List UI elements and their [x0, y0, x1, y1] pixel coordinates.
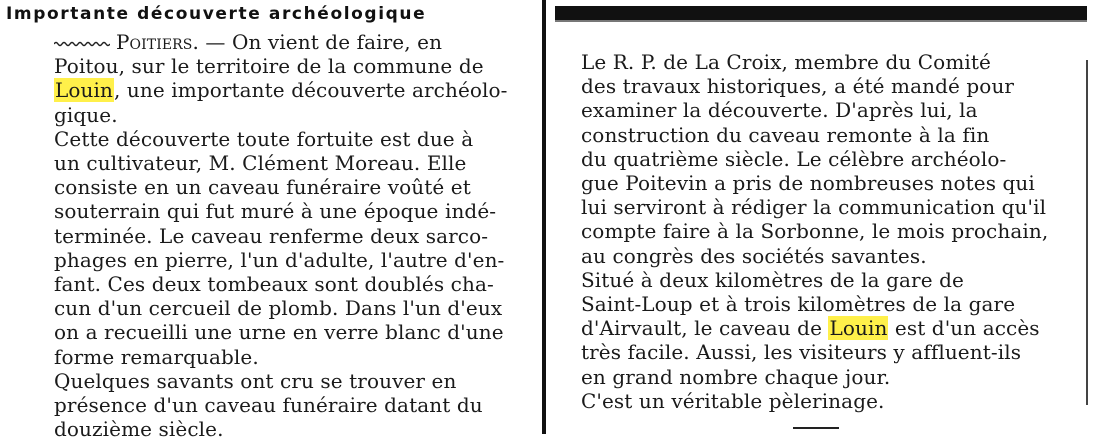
article-end-rule: [793, 427, 839, 429]
paragraph-croix: Le R. P. de La Croix, membre du Comité des travaux historiques, a été mandé pour examiner la découverte. D'après lui, la construction du caveau remonte à la fin du quatrième siècle. Le célèbre archéolo- gue Poitevin a pris de nombreuses notes qui lui serviront à rédiger la communication qu'il compte faire à la Sorbonne, le mois prochain, au congrès des sociétés savantes.: [581, 50, 1049, 268]
paragraph-location: Situé à deux kilomètres de la gare de Saint-Loup et à trois kilomètres de la gare d'Airvault, le caveau de Louin est d'un accès très facile. Aussi, les visiteurs y affluent-ils en grand nombre chaque jour.: [581, 267, 1040, 389]
paragraph-savants: Quelques savants ont cru se trouver en présence d'un caveau funéraire datant du douzième siècle.: [54, 368, 483, 441]
left-column: [0, 0, 540, 441]
right-margin-rule: [1086, 60, 1088, 405]
paragraph-intro: Poitiers. — On vient de faire, en Poitou, sur le territoire de la commune de Louin, une importante découverte archéolo- gique.: [54, 30, 508, 127]
right-column: [549, 0, 1105, 434]
highlighted-term: Louin: [829, 316, 888, 341]
article-heading: Importante découverte archéologique: [6, 4, 427, 24]
paragraph-discovery: Cette découverte toute fortuite est due à un cultivateur, M. Clément Moreau. Elle consiste en un caveau funéraire voûté et souterrain qui fut muré à une époque indé- terminée. Le caveau renferme deux sarco- phages en pierre, l'un d'adulte, l'autre d'en- fant. Ces deux tombeaux sont doublés cha- cun d'un cercueil de plomb. Dans l'un d'eux on a recueilli une urne en verre blanc d'une forme remarquable.: [54, 126, 505, 369]
top-black-rule: [555, 6, 1087, 22]
highlighted-term: Louin: [55, 78, 113, 103]
dateline-place: Poitiers.: [116, 30, 199, 54]
wavy-dash-ornament: [54, 41, 110, 47]
paragraph-closing: C'est un véritable pèlerinage.: [581, 388, 885, 413]
column-divider: [542, 0, 546, 434]
